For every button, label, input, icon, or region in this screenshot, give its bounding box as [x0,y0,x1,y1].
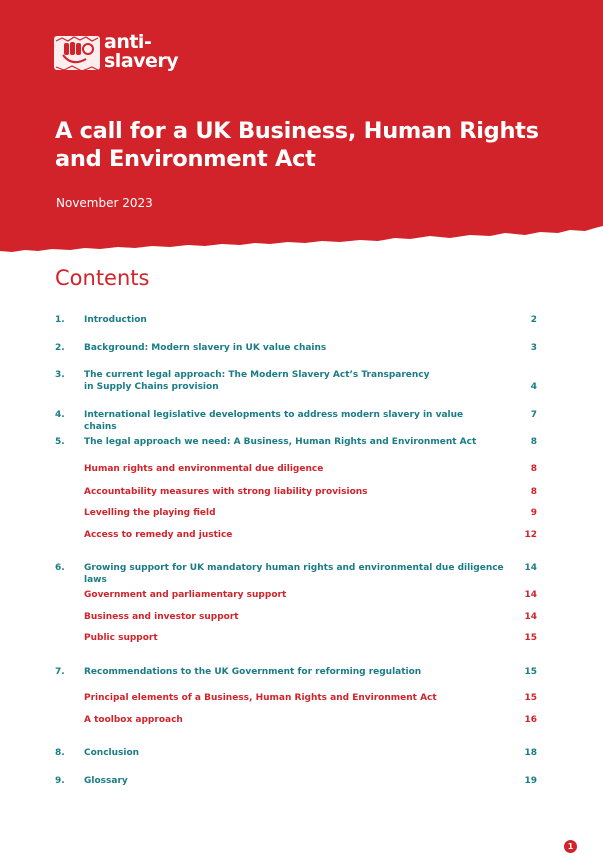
toc-entry-page: 15 [524,633,537,643]
contents-heading: Contents [55,266,150,290]
toc-entry-page: 14 [524,612,537,622]
toc-entry-label: Public support [84,633,158,643]
toc-entry-label: Business and investor support [84,612,239,622]
toc-entry-page: 2 [530,315,537,325]
toc-entry-label: Conclusion [84,748,140,758]
toc-entry-page: 8 [530,437,537,447]
toc-entry-label: A toolbox approach [84,715,183,725]
toc-entry-page: 8 [530,464,537,474]
toc-entry-page: 16 [524,715,537,725]
toc-entry-page: 14 [524,563,537,573]
toc-entry-label: The current legal approach: The Modern Slavery Act’s Transparency in Supply Chains provision [84,370,430,392]
toc-entry-number: 5. [55,437,65,447]
toc-entry-page: 15 [524,693,537,703]
toc-entry-label: Background: Modern slavery in UK value chains [84,343,327,353]
anti-slavery-logo [52,33,202,75]
document-title: A call for a UK Business, Human Rights and Environment Act [55,118,539,172]
toc-entry-page: 19 [524,776,537,786]
toc-entry-number: 6. [55,563,65,573]
toc-entry-page: 12 [524,530,537,540]
logo-line-2: slavery [104,50,179,72]
logo-line-1: anti- [104,31,152,53]
toc-entry-page: 8 [530,487,537,497]
toc-entry-number: 7. [55,667,65,677]
toc-entry-label: Recommendations to the UK Government for reforming regulation [84,667,422,677]
toc-entry-label: Government and parliamentary support [84,590,287,600]
toc-entry-label: Growing support for UK mandatory human rights and environmental due diligence laws [84,563,504,585]
toc-entry-label: Accountability measures with strong liability provisions [84,487,368,497]
toc-entry-page: 3 [530,343,537,353]
toc-entry-number: 9. [55,776,65,786]
publication-date: November 2023 [56,196,153,210]
toc-entry-label: Access to remedy and justice [84,530,233,540]
toc-entry-page: 9 [530,508,537,518]
toc-entry-label: International legislative developments to address modern slavery in value chains [84,410,464,432]
toc-entry-number: 1. [55,315,65,325]
page-number-badge: 1 [564,840,577,853]
toc-entry-label: Glossary [84,776,128,786]
toc-entry-number: 8. [55,748,65,758]
toc-entry-label: Introduction [84,315,147,325]
toc-entry-label: Principal elements of a Business, Human Rights and Environment Act [84,693,437,703]
toc-entry-label: Human rights and environmental due diligence [84,464,324,474]
raised-fist-icon [52,33,102,75]
toc-entry-page: 7 [530,410,537,420]
toc-entry-number: 2. [55,343,65,353]
toc-entry-label: Levelling the playing field [84,508,216,518]
toc-entry-page: 15 [524,667,537,677]
toc-entry-number: 4. [55,410,65,420]
logo-wordmark [104,33,178,71]
header-banner [0,0,603,262]
toc-entry-number: 3. [55,370,65,380]
toc-entry-page: 4 [530,382,537,392]
toc-entry-page: 18 [524,748,537,758]
toc-entry-label: The legal approach we need: A Business, Human Rights and Environment Act [84,437,477,447]
toc-entry-page: 14 [524,590,537,600]
